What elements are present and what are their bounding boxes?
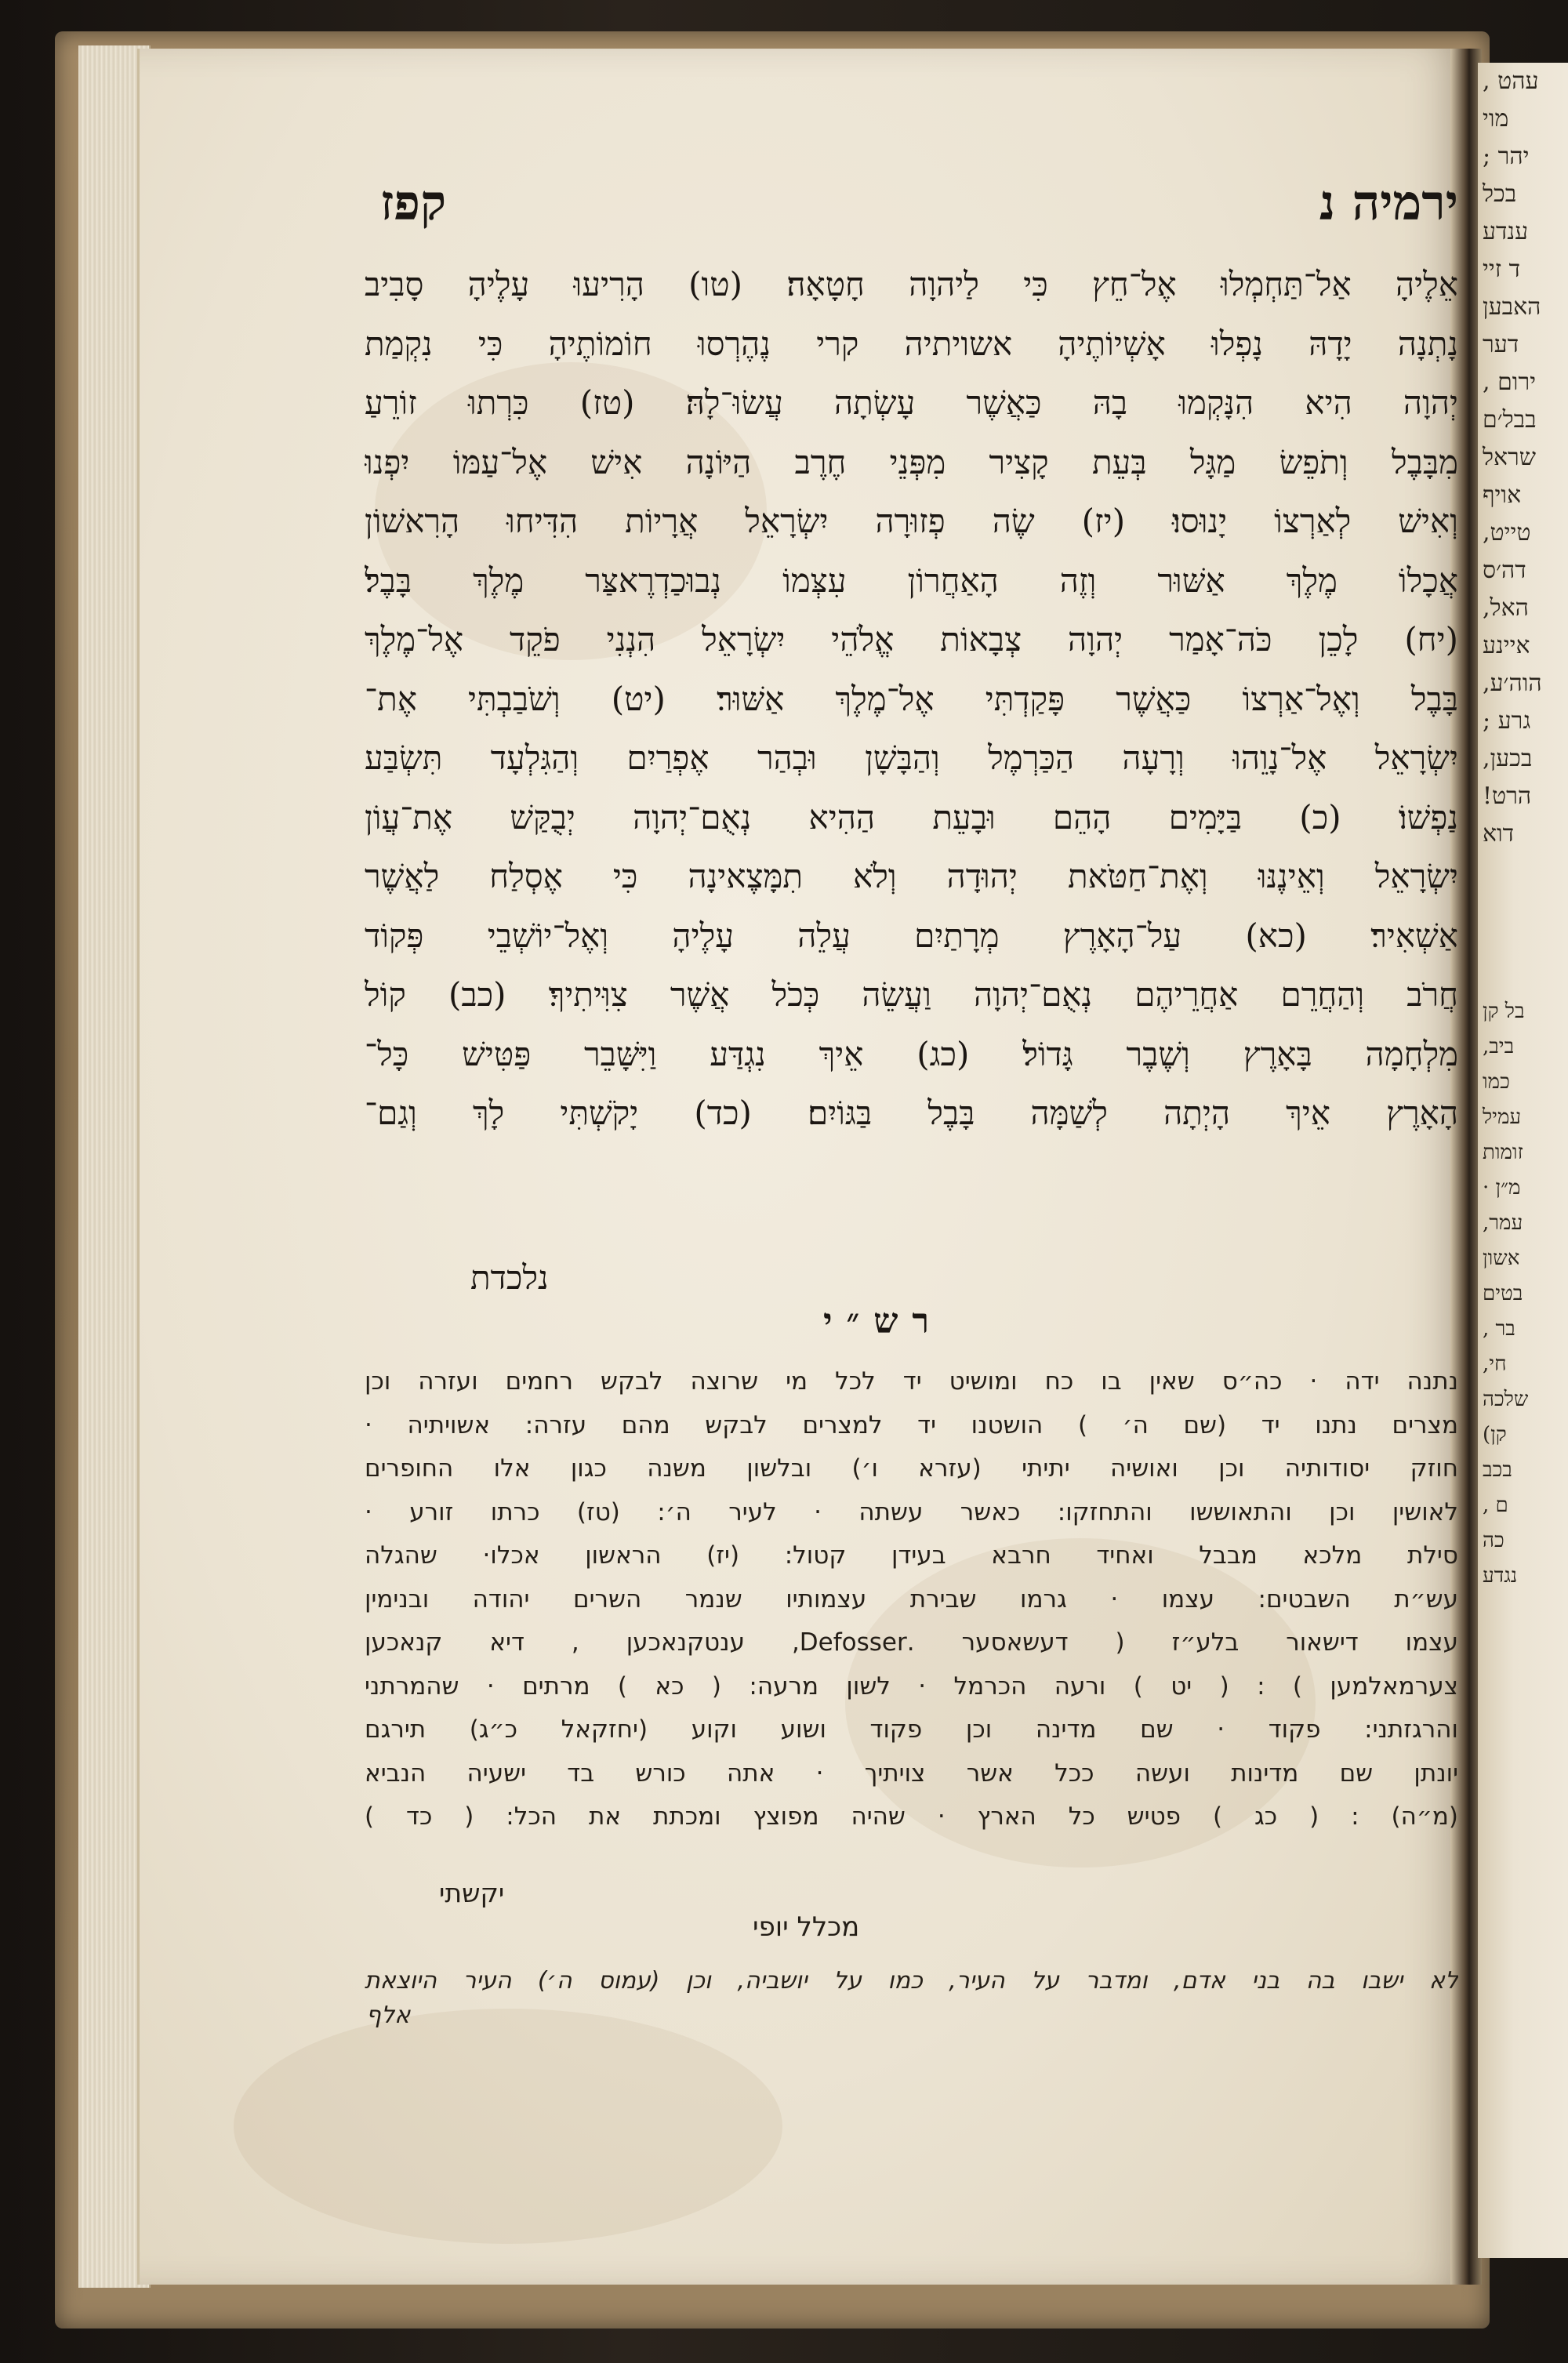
commentary-line: מצרים נתנו יד (שם ה׳ ) הושטנו יד למצרים לבקש מהם עזרה: אשויתיה · [365,1410,1458,1439]
commentary-line: לאושין וכן והתאוששו והתחזקו: כאשר עשתה · לעיר ה׳: (טז) כרתו זורע · [365,1497,1458,1526]
commentary-line: צערמאלמען ) : ( יט ) ורעה הכרמל · לשון מרעה: ( כא ) מרתים · שהמרתני [365,1672,1458,1701]
right-page-fragment: בר , [1483,1317,1515,1341]
right-page-fragment: ד זיי [1483,256,1521,283]
commentary-line: סילת מלכא מבבל ואחיד חרבא בעידן קטול: (יז) הראשון אכלו· שהגלה [365,1541,1458,1570]
scripture-line: וְאִישׁ לְאַרְצוֹ יָנוּסוּ׃ (יז) שֶׂה פְזוּרָה יִשְׂרָאֵל אֲרָיוֹת הִדִּיחוּ הָרִאשׁוֹן [365,502,1458,540]
commentary-line: והרגזתני: פקוד · שם מדינה וכן פקוד ושוע וקוע (יחזקאל כ״ג) תירגם [365,1715,1458,1744]
paper-stain [234,2009,782,2244]
scripture-line: מִבָּבֶל וְתֹפֵשׂ מַגָּל בְּעֵת קָצִיר מִפְּנֵי חֶרֶב הַיּוֹנָה אִישׁ אֶל־עַמּוֹ יִפְנוּ [365,442,1458,481]
right-page-fragment: ענדע [1483,218,1529,245]
right-page-fragment: נגדע [1483,1564,1518,1588]
right-page-fragment: בבל׳ם [1483,406,1537,434]
scripture-line: נָתְנָה יָדָהּ נָפְלוּ אָשְׁיוֹתֶיהָ אשויתיה קרי נֶהֶרְסוּ חוֹמוֹתֶיהָ כִּי נִקְמַת [365,324,1458,363]
right-page-fragment: מוי [1483,105,1509,132]
right-page-fragment: כה [1483,1529,1504,1552]
right-page-fragment: אשון [1483,1247,1520,1270]
right-page-fragment: שראל [1483,444,1537,471]
right-page-fragment: האל, [1483,594,1529,622]
right-page-fragment: עמיל [1483,1105,1522,1129]
right-page-fragment: עמר, [1483,1211,1523,1235]
scripture-line: נַפְשׁוֹ׃ (כ) בַּיָּמִים הָהֵם וּבָעֵת הַהִיא נְאֻם־יְהוָה יְבֻקַּשׁ אֶת־עֲוֹן [365,797,1458,837]
right-page-fragment: בכען, [1483,745,1533,772]
commentary-line: יונתן שם מדינות ועשה ככל אשר צויתיך · אתה כורש בד ישעיה הנביא [365,1759,1458,1788]
scripture-line: בָּבֶל וְאֶל־אַרְצוֹ כַּאֲשֶׁר פָּקַדְתִּי אֶל־מֶלֶךְ אַשּׁוּר׃ (יט) וְשֹׁבַבְתִּי אֶת־ [365,679,1458,718]
book-chapter-title: ירמיה נ [1319,174,1458,231]
right-page-fragment: בכב [1483,1458,1512,1482]
right-page-fragment: קן) [1483,1423,1507,1446]
scripture-line: יִשְׂרָאֵל אֶל־נָוֵהוּ וְרָעָה הַכַּרְמֶל וְהַבָּשָׁן וּבְהַר אֶפְרַיִם וְהַגִּלְעָד תִּשְׂבַּע [365,739,1458,777]
commentary-line: נתנה ידה · כה״ס שאין בו כח ומושיט יד לכל מי שרוצה לבקש רחמים ועזרה וכן [365,1367,1458,1396]
commentary-line: חוזק יסודותיה וכן ואושיה יתיתי (עזרא ו׳) ובלשון משנה כגון אלו החופרים [365,1454,1458,1483]
right-page-fragment: בכל [1483,180,1517,208]
footnote [365,1964,1458,2033]
commentary-line: עצמו דישאור בלע״ז ( דעשאסער .Defosser, ענטקנאכען , דיא קנאכען [365,1628,1458,1657]
right-page-fragment: האבען [1483,293,1541,321]
right-page-fragment: בטים [1483,1282,1523,1305]
scripture-line: חֲרֹב וְהַחֲרֵם אַחֲרֵיהֶם נְאֻם־יְהוָה וַעֲשֵׂה כְּכֹל אֲשֶׁר צִוִּיתִיךָ׃ (כב) קוֹל [365,975,1458,1014]
right-page-fragment: דוא [1483,820,1515,848]
right-page-fragment: ירום , [1483,368,1537,396]
scripture-line: אֲכָלוֹ מֶלֶךְ אַשּׁוּר וְזֶה הָאַחֲרוֹן עִצְּמוֹ נְבוּכַדְרֶאצַּר מֶלֶךְ בָּבֶל׃ [365,561,1458,600]
scripture-line: אַשְׁאִיר׃ (כא) עַל־הָאָרֶץ מְרָתַיִם עֲלֵה עָלֶיהָ וְאֶל־יוֹשְׁבֵי פְּקוֹד [365,916,1458,955]
folio-number: קפז [380,174,447,231]
right-page-fragment: אויף [1483,481,1522,509]
page-gap [1478,853,1568,994]
rashi-heading: רש״י [823,1301,944,1341]
right-page-fragment: חי, [1483,1352,1507,1376]
right-page-fragment: הוה׳ע, [1483,670,1542,697]
right-page-fragment: מ״ן · [1483,1176,1521,1200]
running-header [365,174,1458,245]
right-page-fragment: יהר ; [1483,143,1530,170]
right-page-fragment: הרט! [1483,782,1532,810]
footnote-line: אלף [366,2002,411,2029]
footnote-line: לא ישבו בה בני אדם, ומדבר על העיר, כמו על יושביה, וכן (עמוס ה׳) העיר היוצאת [365,1967,1458,1995]
right-page-fragment: ם , [1483,1494,1508,1517]
rashi-commentary [365,1360,1458,1839]
scripture-line: יְהוָה הִיא הִנָּקְמוּ בָהּ כַּאֲשֶׁר עָשְׂתָה עֲשׂוּ־לָהּ׃ (טז) כִּרְתוּ זוֹרֵעַ [365,383,1458,422]
right-page-fragment: דה׳ס [1483,557,1526,584]
right-page-fragment: טייט, [1483,519,1531,546]
rashi-catchword: יקשתי [439,1878,505,1908]
right-page-fragment: איינע [1483,632,1530,659]
scripture-line: מִלְחָמָה בָּאָרֶץ וְשֶׁבֶר גָּדוֹל׃ (כג) אֵיךְ נִגְדַּע וַיִּשָּׁבֵר פַּטִּישׁ כָּל־ [365,1034,1458,1073]
right-page-fragment: גרע ; [1483,707,1531,735]
right-page-fragment: שלכה [1483,1388,1529,1411]
right-page-fragment: ביב, [1483,1035,1515,1058]
commentary-line: (מ״ה) : ( כג ) פטיש כל הארץ · שהיה מפוצץ ומכתת את הכל: ( כד ) [365,1802,1458,1831]
scripture-line: (יח) לָכֵן כֹּה־אָמַר יְהוָה צְבָאוֹת אֱלֹהֵי יִשְׂרָאֵל הִנְנִי פֹקֵד אֶל־מֶלֶךְ [365,620,1458,659]
right-page-fragment: כמו [1483,1070,1510,1094]
scripture-catchword: נלכדת [470,1258,549,1297]
scripture-line: הָאָרֶץ אֵיךְ הָיְתָה לְשַׁמָּה בָּבֶל בַּגּוֹיִם׃ (כד) יָקֹשְׁתִּי לָךְ וְגַם־ [365,1094,1458,1132]
right-page-fragment: דער [1483,331,1519,358]
scripture-text [365,255,1458,1143]
scripture-line: יִשְׂרָאֵל וְאֵינֶנּוּ וְאֶת־חַטֹּאת יְהוּדָה וְלֹא תִמָּצֶאינָה כִּי אֶסְלַח לַאֲשֶׁר [365,857,1458,895]
right-page-fragment: עהט , [1483,67,1539,95]
footnote-heading: מכלל יופי [753,1911,860,1943]
scripture-line: אֵלֶיהָ אַל־תַּחְמְלוּ אֶל־חֵץ כִּי לַיהוָה חָטָאָה׃ (טו) הָרִיעוּ עָלֶיהָ סָבִיב [365,265,1458,303]
right-page-fragment: בל קן [1483,1000,1525,1023]
right-page-fragment: זומות [1483,1141,1523,1164]
right-page-edge [1478,63,1568,2258]
commentary-line: עש״ת השבטים: עצמו · גרמו שבירת עצמותיו שנמר השרים יהודה ובנימין [365,1584,1458,1613]
right-page-fragments [1478,63,1568,1594]
